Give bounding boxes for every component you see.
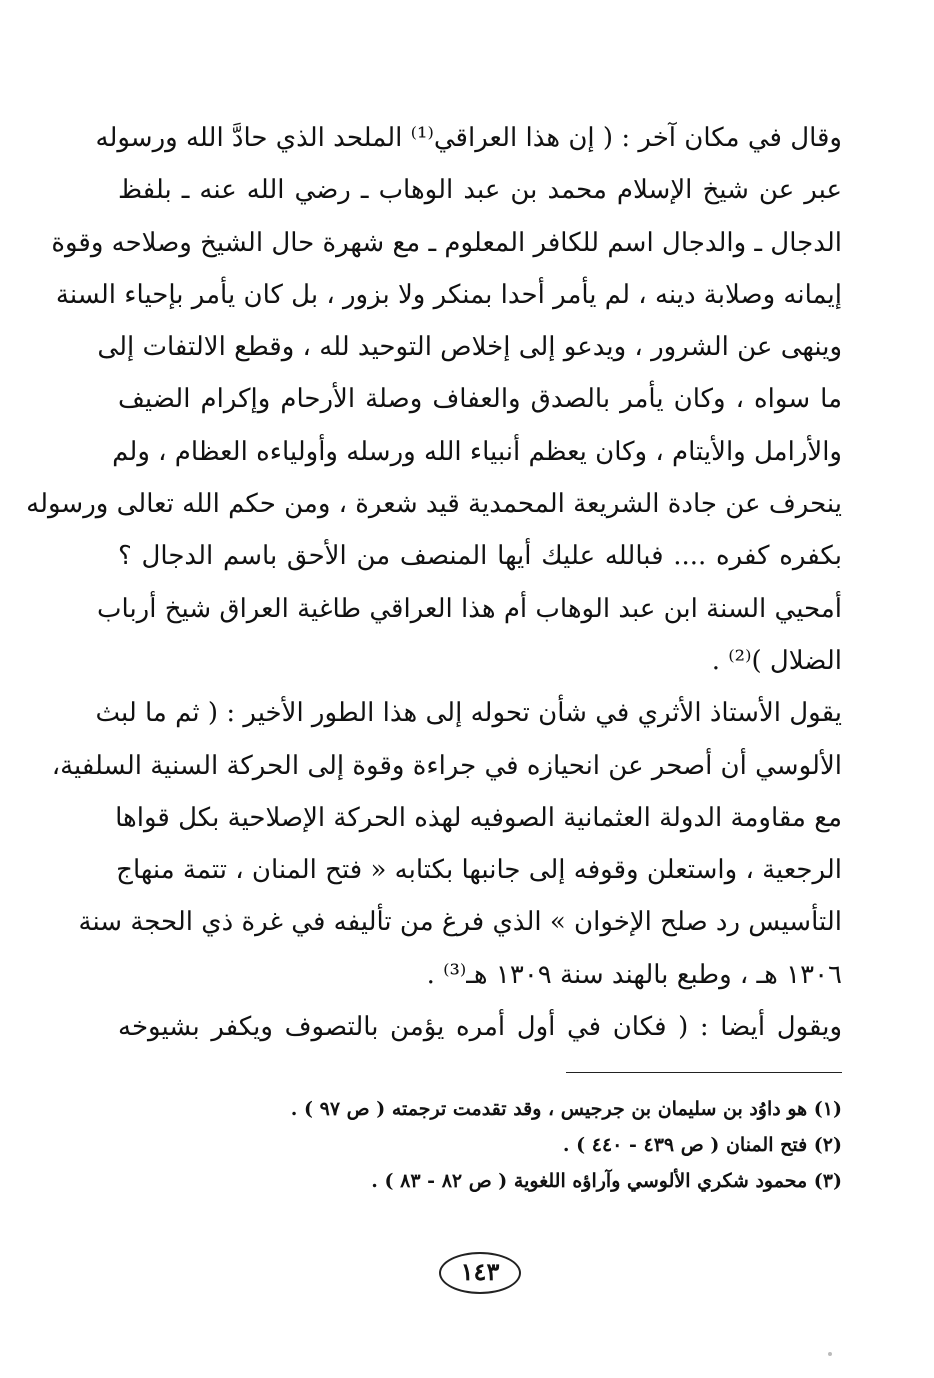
text-line: الألوسي أن أصحر عن انحيازه في جراءة وقوة إلى الحركة السنية السلفية، (51, 750, 842, 781)
text-line: ما سواه ، وكان يأمر بالصدق والعفاف وصلة الأرحام وإكرام الضيف (118, 384, 842, 415)
footnote-separator (566, 1072, 842, 1073)
page-number: ١٤٣ (439, 1252, 521, 1294)
text-line: يقول الأستاذ الأثري في شأن تحوله إلى هذا الطور الأخير : ( ثم ما لبث (95, 698, 842, 729)
footnotes (290, 1091, 842, 1199)
text-line: عبر عن شيخ الإسلام محمد بن عبد الوهاب ـ رضي الله عنه ـ بلفظ (118, 175, 842, 206)
text-line: ويقول أيضا : ( فكان في أول أمره يؤمن بالتصوف ويكفر بشيوخه (118, 1012, 842, 1043)
text-line: الرجعية ، واستعلن وقوفه إلى جانبها بكتابه « فتح المنان ، تتمة منهاج (116, 855, 842, 886)
text-line: إيمانه وصلابة دينه ، لم يأمر أحدا بمنكر ولا بزور ، بل كان يأمر بإحياء السنة (55, 279, 842, 310)
scan-speck (828, 1352, 832, 1356)
text-line: وقال في مكان آخر : ( إن هذا العراقي⁽¹⁾ الملحد الذي حادَّ الله ورسوله (95, 123, 842, 153)
paragraph-quote-2 (51, 687, 842, 1001)
text-line: وينهى عن الشرور ، ويدعو إلى إخلاص التوحيد لله ، وقطع الالتفات إلى (97, 332, 842, 363)
paragraph-quote-1 (26, 112, 842, 687)
text-line: مع مقاومة الدولة العثمانية الصوفيه لهذه الحركة الإصلاحية بكل قواها (115, 802, 842, 833)
footnote-3: (٣) محمود شكري الألوسي وآراؤه اللغوية ( ص ٨٢ - ٨٣ ) . (371, 1170, 842, 1192)
text-line: ١٣٠٦ هـ ، وطبع بالهند سنة ١٣٠٩ هـ⁽³⁾ . (426, 959, 842, 990)
text-line: ينحرف عن جادة الشريعة المحمدية قيد شعرة ، ومن حكم الله تعالى ورسوله (26, 489, 842, 520)
paragraph-quote-3 (118, 1001, 842, 1053)
text-line: الدجال ـ والدجال اسم للكافر المعلوم ـ مع شهرة حال الشيخ وصلاحه وقوة (51, 227, 842, 258)
main-text (26, 112, 842, 1053)
footnote-1: (١) هو داوُد بن سليمان بن جرجيس ، وقد تقدمت ترجمته ( ص ٩٧ ) . (290, 1098, 842, 1120)
footnote-2: (٢) فتح المنان ( ص ٤٣٩ - ٤٤٠ ) . (562, 1134, 842, 1156)
text-line: أمحيي السنة ابن عبد الوهاب أم هذا العراقي طاغية العراق شيخ أرباب (97, 593, 842, 624)
text-line: والأرامل والأيتام ، وكان يعظم أنبياء الله ورسله وأولياءه العظام ، ولم (112, 436, 842, 467)
text-line: بكفره كفره .... فبالله عليك أيها المنصف من الأحق باسم الدجال ؟ (118, 541, 842, 572)
text-line: الضلال )⁽²⁾ . (711, 645, 842, 676)
text-line: التأسيس رد صلح الإخوان » الذي فرغ من تأليفه في غرة ذي الحجة سنة (78, 907, 842, 938)
